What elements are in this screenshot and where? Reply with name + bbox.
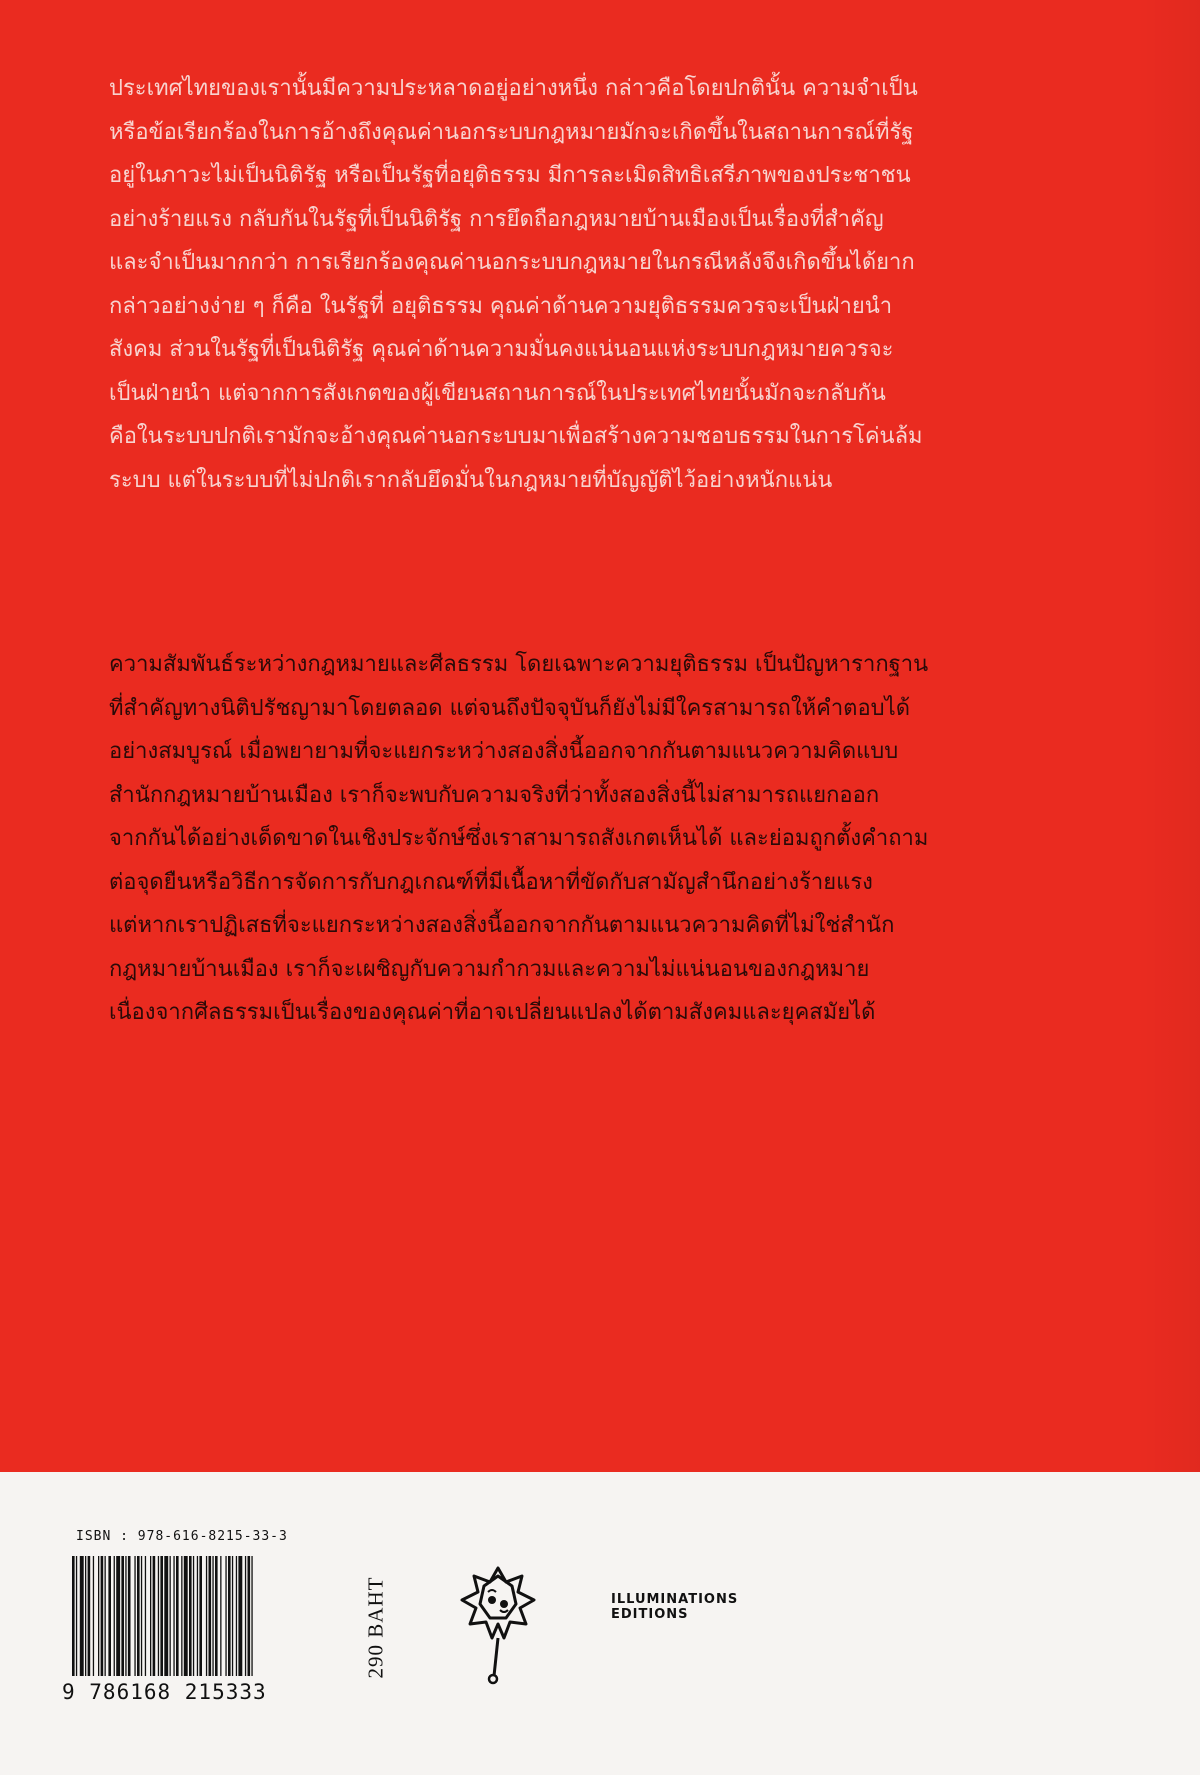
barcode-icon xyxy=(72,1556,314,1676)
blurb-line: และจำเป็นมากกว่า การเรียกร้องคุณค่านอกระบบกฎหมายในกรณีหลังจึงเกิดขึ้นได้ยาก xyxy=(109,250,915,275)
blurb-line: เนื่องจากศีลธรรมเป็นเรื่องของคุณค่าที่อาจเปลี่ยนแปลงได้ตามสังคมและยุคสมัยได้ xyxy=(109,1000,876,1025)
price-label: 290 BAHT xyxy=(363,1576,388,1679)
blurb-paragraph-bottom xyxy=(109,643,994,1035)
blurb-line: อย่างร้ายแรง กลับกันในรัฐที่เป็นนิติรัฐ การยึดถือกฎหมายบ้านเมืองเป็นเรื่องที่สำคัญ xyxy=(109,206,884,232)
blurb-paragraph-top xyxy=(109,67,994,502)
blurb-line: คือในระบบปกติเรามักจะอ้างคุณค่านอกระบบมาเพื่อสร้างความชอบธรรมในการโค่นล้ม xyxy=(109,424,923,449)
blurb-line: ความสัมพันธ์ระหว่างกฎหมายและศีลธรรม โดยเฉพาะความยุติธรรม เป็นปัญหารากฐาน xyxy=(109,652,929,677)
blurb-line: เป็นฝ่ายนำ แต่จากการสังเกตของผู้เขียนสถานการณ์ในประเทศไทยนั้นมักจะกลับกัน xyxy=(109,380,886,406)
blurb-line: ที่สำคัญทางนิติปรัชญามาโดยตลอด แต่จนถึงปัจจุบันก็ยังไม่มีใครสามารถให้คำตอบได้ xyxy=(109,695,911,721)
blurb-line: แต่หากเราปฏิเสธที่จะแยกระหว่างสองสิ่งนี้ออกจากกันตามแนวความคิดที่ไม่ใช่สำนัก xyxy=(109,913,895,938)
blurb-line: สังคม ส่วนในรัฐที่เป็นนิติรัฐ คุณค่าด้านความมั่นคงแน่นอนแห่งระบบกฎหมายควรจะ xyxy=(109,337,894,362)
blurb-line: สำนักกฎหมายบ้านเมือง เราก็จะพบกับความจริงที่ว่าทั้งสองสิ่งนี้ไม่สามารถแยกออก xyxy=(109,782,880,808)
blurb-line: อย่างสมบูรณ์ เมื่อพยายามที่จะแยกระหว่างสองสิ่งนี้ออกจากกันตามแนวความคิดแบบ xyxy=(109,739,899,764)
star-knot-logo-icon xyxy=(456,1562,540,1686)
publisher-line: EDITIONS xyxy=(611,1607,689,1622)
blurb-line: ประเทศไทยของเรานั้นมีความประหลาดอยู่อย่างหนึ่ง กล่าวคือโดยปกตินั้น ความจำเป็น xyxy=(109,76,918,101)
barcode-digits: 9 786168 215333 xyxy=(62,1680,267,1704)
blurb-line: ระบบ แต่ในระบบที่ไม่ปกติเรากลับยึดมั่นในกฎหมายที่บัญญัติไว้อย่างหนักแน่น xyxy=(109,467,833,493)
blurb-line: กฎหมายบ้านเมือง เราก็จะเผชิญกับความกำกวมและความไม่แน่นอนของกฎหมาย xyxy=(109,956,870,982)
cover-edge-shade xyxy=(1136,0,1200,1472)
blurb-line: หรือข้อเรียกร้องในการอ้างถึงคุณค่านอกระบบกฎหมายมักจะเกิดขึ้นในสถานการณ์ที่รัฐ xyxy=(109,119,914,145)
isbn-label: ISBN : 978-616-8215-33-3 xyxy=(76,1529,288,1544)
blurb-line: อยู่ในภาวะไม่เป็นนิติรัฐ หรือเป็นรัฐที่อยุติธรรม มีการละเมิดสิทธิเสรีภาพของประชาชน xyxy=(109,163,911,188)
blurb-line: ต่อจุดยืนหรือวิธีการจัดการกับกฎเกณฑ์ที่มีเนื้อหาที่ขัดกับสามัญสำนึกอย่างร้ายแรง xyxy=(109,869,873,895)
publisher-line: ILLUMINATIONS xyxy=(611,1592,739,1607)
blurb-line: กล่าวอย่างง่าย ๆ ก็คือ ในรัฐที่ อยุติธรรม คุณค่าด้านความยุติธรรมควรจะเป็นฝ่ายนำ xyxy=(109,293,893,319)
publisher-name xyxy=(611,1592,738,1622)
blurb-line: จากกันได้อย่างเด็ดขาดในเชิงประจักษ์ซึ่งเราสามารถสังเกตเห็นได้ และย่อมถูกตั้งคำถาม xyxy=(109,826,929,851)
